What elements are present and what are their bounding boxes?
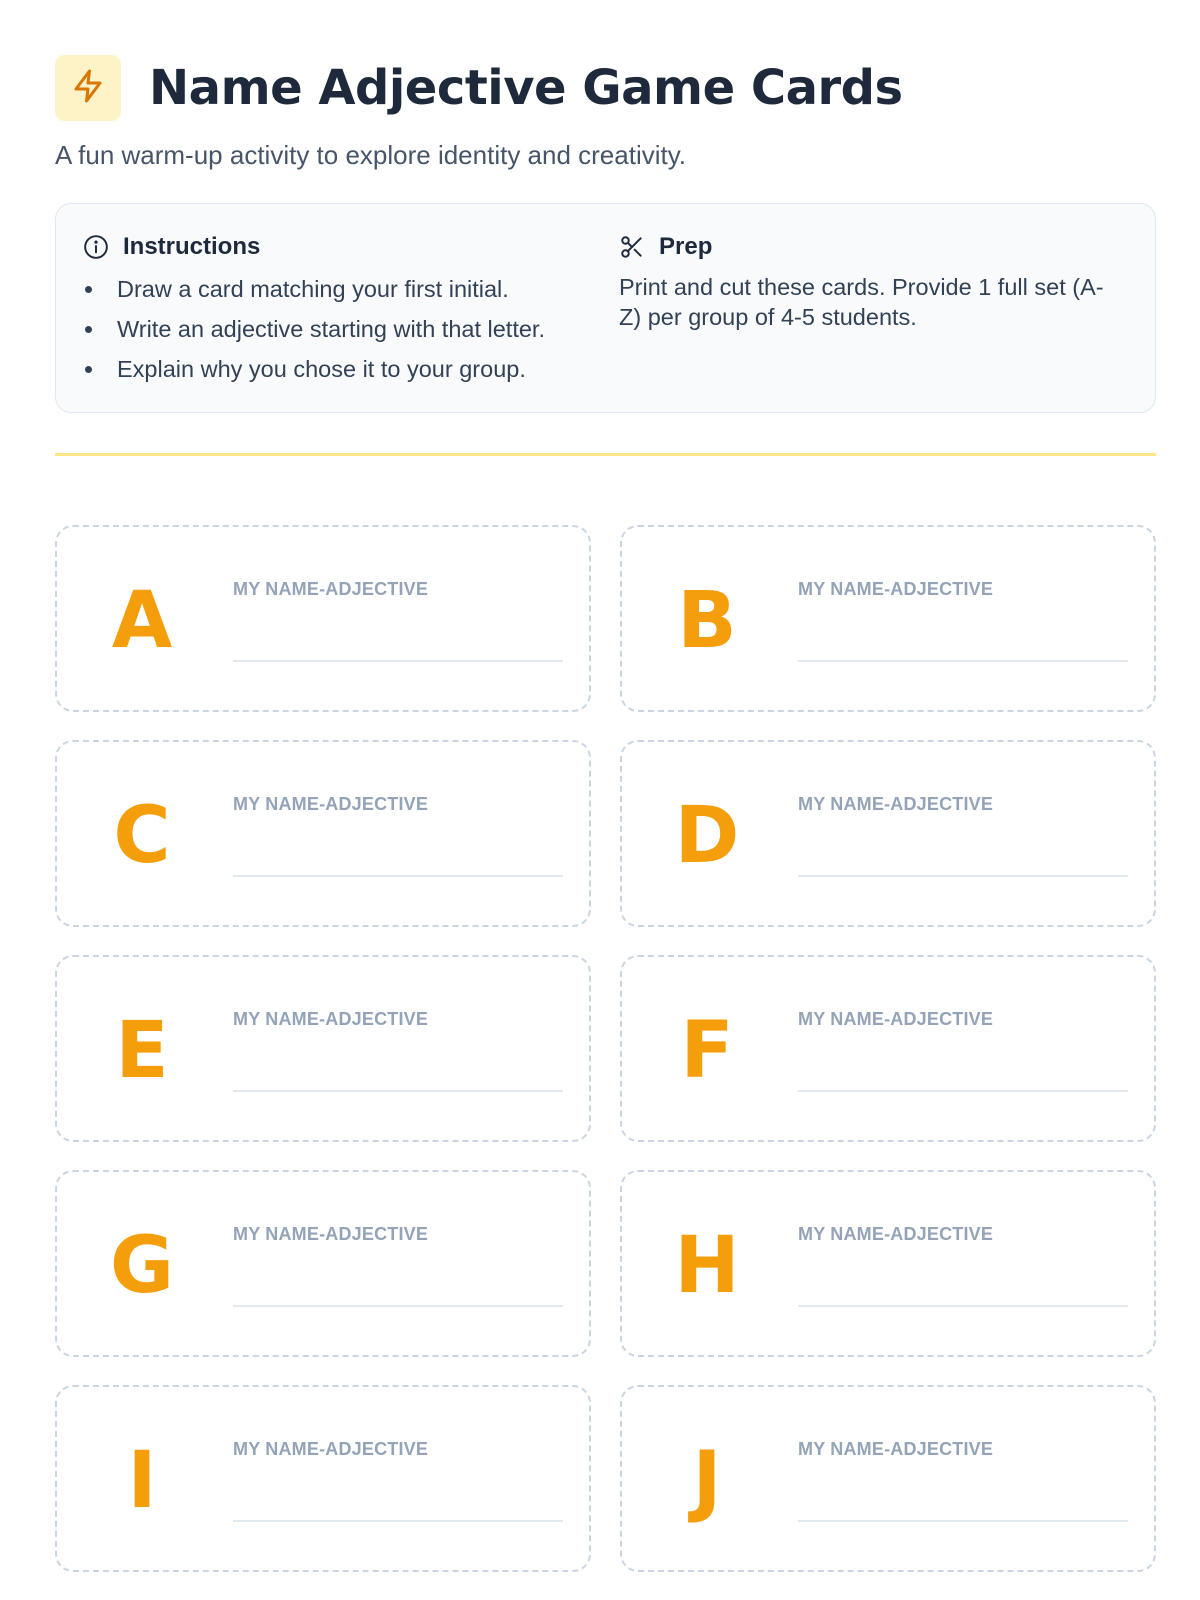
letter-card <box>620 1170 1156 1357</box>
card-write-line <box>233 660 563 662</box>
card-write-line <box>233 1090 563 1092</box>
card-write-line <box>233 1520 563 1522</box>
card-field-label: MY NAME-ADJECTIVE <box>798 794 994 814</box>
card-write-line <box>798 875 1128 877</box>
card-letter: E <box>115 1006 169 1096</box>
card-field-label: MY NAME-ADJECTIVE <box>233 1439 429 1459</box>
card-field-label: MY NAME-ADJECTIVE <box>798 1009 994 1029</box>
card-letter: H <box>674 1221 740 1311</box>
prep-text: Print and cut these cards. Provide 1 full set (A-Z) per group of 4-5 students. <box>619 274 1104 330</box>
card-write-line <box>798 660 1128 662</box>
card-field-label: MY NAME-ADJECTIVE <box>233 1224 429 1244</box>
card-write-line <box>798 1305 1128 1307</box>
page-header <box>55 55 903 121</box>
letter-card <box>55 1170 591 1357</box>
card-write-line <box>798 1520 1128 1522</box>
instructions-list <box>83 274 545 394</box>
list-item: Draw a card matching your first initial. <box>83 274 545 314</box>
page-title: Name Adjective Game Cards <box>149 60 903 116</box>
letter-card <box>55 740 591 927</box>
card-field-label: MY NAME-ADJECTIVE <box>233 579 429 599</box>
card-letter: A <box>111 576 173 666</box>
page-subtitle: A fun warm-up activity to explore identity and creativity. <box>55 140 687 170</box>
letter-card <box>55 1385 591 1572</box>
prep-title: Prep <box>659 233 713 260</box>
card-letter: F <box>680 1006 734 1096</box>
card-field-label: MY NAME-ADJECTIVE <box>798 1224 994 1244</box>
letter-card <box>55 525 591 712</box>
letter-card <box>620 1385 1156 1572</box>
card-write-line <box>233 1305 563 1307</box>
card-letter: D <box>674 791 740 881</box>
info-circle-icon <box>83 234 109 260</box>
instructions-title: Instructions <box>123 233 261 260</box>
instructions-heading <box>83 233 260 261</box>
letter-card <box>620 525 1156 712</box>
card-field-label: MY NAME-ADJECTIVE <box>798 1439 994 1459</box>
letter-card <box>55 955 591 1142</box>
card-letter: C <box>113 791 171 881</box>
letter-card <box>620 955 1156 1142</box>
card-field-label: MY NAME-ADJECTIVE <box>798 579 994 599</box>
card-letter: B <box>677 576 737 666</box>
section-divider <box>55 453 1156 456</box>
card-letter: J <box>692 1436 722 1526</box>
list-item: Write an adjective starting with that letter. <box>83 314 545 354</box>
list-item: Explain why you chose it to your group. <box>83 354 545 394</box>
letter-card <box>620 740 1156 927</box>
scissors-icon <box>619 234 645 260</box>
card-letter: G <box>109 1221 175 1311</box>
lightning-bolt-icon <box>70 68 106 109</box>
card-write-line <box>798 1090 1128 1092</box>
logo-badge <box>55 55 121 121</box>
card-field-label: MY NAME-ADJECTIVE <box>233 794 429 814</box>
info-panel <box>55 203 1156 413</box>
card-write-line <box>233 875 563 877</box>
prep-heading <box>619 233 712 261</box>
card-letter: I <box>127 1436 157 1526</box>
card-field-label: MY NAME-ADJECTIVE <box>233 1009 429 1029</box>
